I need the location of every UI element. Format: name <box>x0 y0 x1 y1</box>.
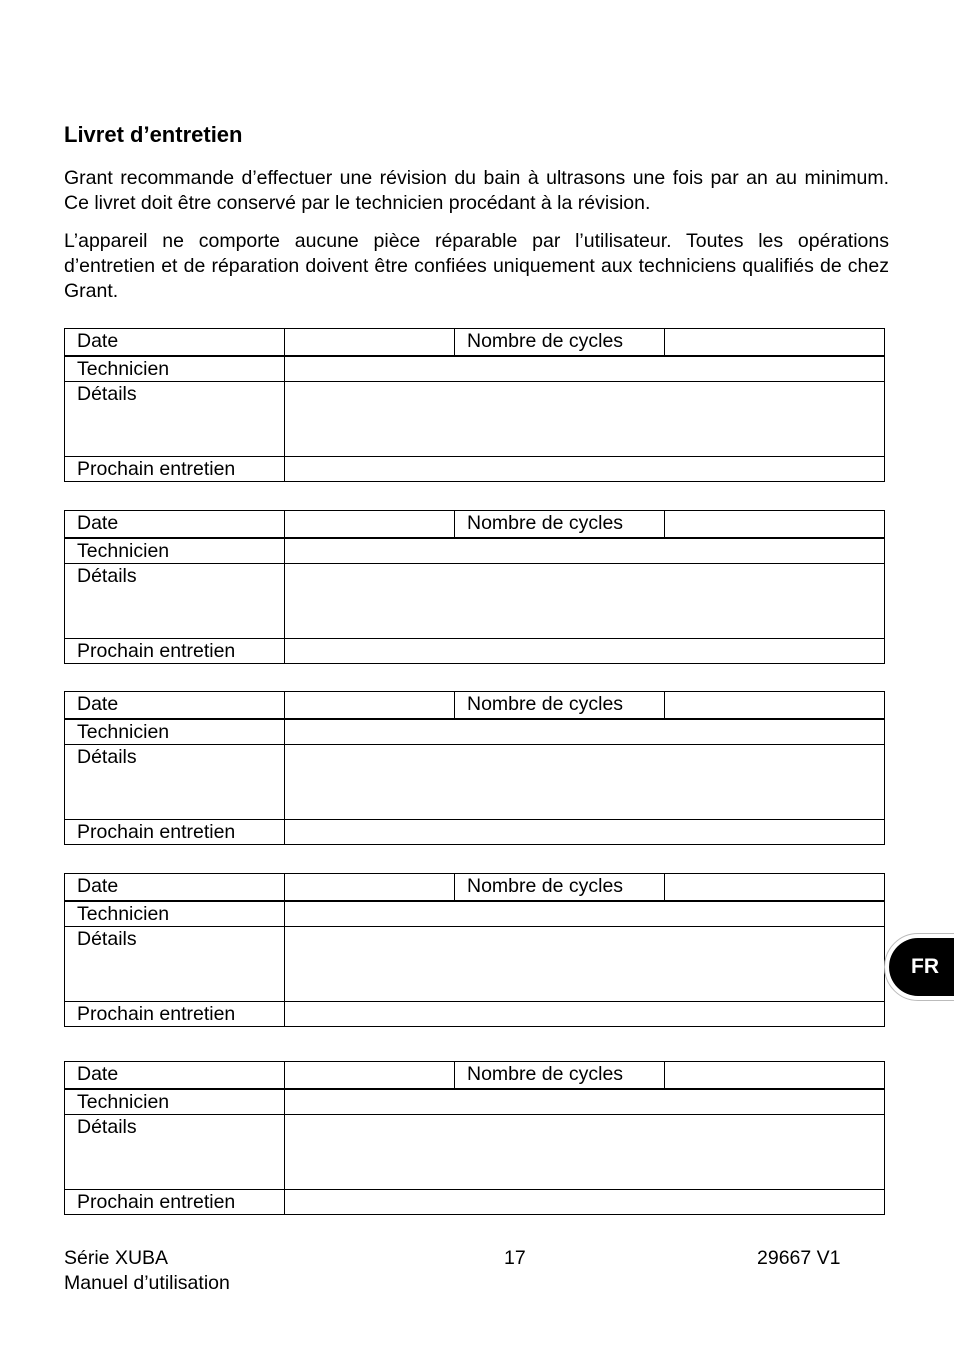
technician-label: Technicien <box>65 1089 285 1115</box>
technician-field[interactable] <box>285 538 885 564</box>
details-label: Détails <box>65 1115 285 1190</box>
technician-field[interactable] <box>285 356 885 382</box>
cycles-label: Nombre de cycles <box>455 329 665 357</box>
footer-left <box>64 1246 230 1296</box>
date-label: Date <box>65 1062 285 1090</box>
date-label: Date <box>65 511 285 539</box>
next-service-field[interactable] <box>285 820 885 845</box>
next-service-field[interactable] <box>285 457 885 482</box>
details-label: Détails <box>65 564 285 639</box>
footer-series: Série XUBA <box>64 1247 169 1269</box>
next-service-label: Prochain entretien <box>65 1002 285 1027</box>
service-record-table <box>64 1061 885 1215</box>
details-field[interactable] <box>285 382 885 457</box>
details-field[interactable] <box>285 564 885 639</box>
next-service-field[interactable] <box>285 639 885 664</box>
page-title: Livret d’entretien <box>64 122 243 147</box>
next-service-label: Prochain entretien <box>65 820 285 845</box>
technician-label: Technicien <box>65 719 285 745</box>
technician-field[interactable] <box>285 901 885 927</box>
date-label: Date <box>65 692 285 720</box>
document-reference: 29667 V1 <box>757 1247 841 1269</box>
date-field[interactable] <box>285 511 455 539</box>
cycles-field[interactable] <box>665 511 885 539</box>
cycles-label: Nombre de cycles <box>455 1062 665 1090</box>
next-service-label: Prochain entretien <box>65 639 285 664</box>
date-field[interactable] <box>285 1062 455 1090</box>
date-field[interactable] <box>285 692 455 720</box>
cycles-field[interactable] <box>665 692 885 720</box>
date-label: Date <box>65 329 285 357</box>
cycles-field[interactable] <box>665 329 885 357</box>
cycles-label: Nombre de cycles <box>455 692 665 720</box>
technician-label: Technicien <box>65 538 285 564</box>
service-record-table <box>64 691 885 845</box>
technician-label: Technicien <box>65 356 285 382</box>
service-record-table <box>64 510 885 664</box>
date-label: Date <box>65 874 285 902</box>
details-field[interactable] <box>285 927 885 1002</box>
technician-field[interactable] <box>285 719 885 745</box>
details-label: Détails <box>65 745 285 820</box>
cycles-label: Nombre de cycles <box>455 874 665 902</box>
next-service-field[interactable] <box>285 1190 885 1215</box>
details-label: Détails <box>65 382 285 457</box>
date-field[interactable] <box>285 874 455 902</box>
details-field[interactable] <box>285 1115 885 1190</box>
warning-paragraph: L’appareil ne comporte aucune pièce réparable par l’utilisateur. Toutes les opérations d’entretien et de réparation doivent être confiées uniquement aux techniciens qualifiés de chez Grant. <box>64 230 889 302</box>
language-tab: FR <box>889 938 954 996</box>
next-service-label: Prochain entretien <box>65 457 285 482</box>
footer-manual: Manuel d’utilisation <box>64 1272 230 1294</box>
next-service-field[interactable] <box>285 1002 885 1027</box>
technician-field[interactable] <box>285 1089 885 1115</box>
cycles-field[interactable] <box>665 874 885 902</box>
next-service-label: Prochain entretien <box>65 1190 285 1215</box>
details-field[interactable] <box>285 745 885 820</box>
technician-label: Technicien <box>65 901 285 927</box>
page-number: 17 <box>504 1247 526 1269</box>
cycles-field[interactable] <box>665 1062 885 1090</box>
service-record-table <box>64 328 885 482</box>
date-field[interactable] <box>285 329 455 357</box>
details-label: Détails <box>65 927 285 1002</box>
intro-paragraph: Grant recommande d’effectuer une révision du bain à ultrasons une fois par an au minimum. Ce livret doit être conservé par le technicien procédant à la révision. <box>64 167 889 214</box>
service-record-table <box>64 873 885 1027</box>
cycles-label: Nombre de cycles <box>455 511 665 539</box>
